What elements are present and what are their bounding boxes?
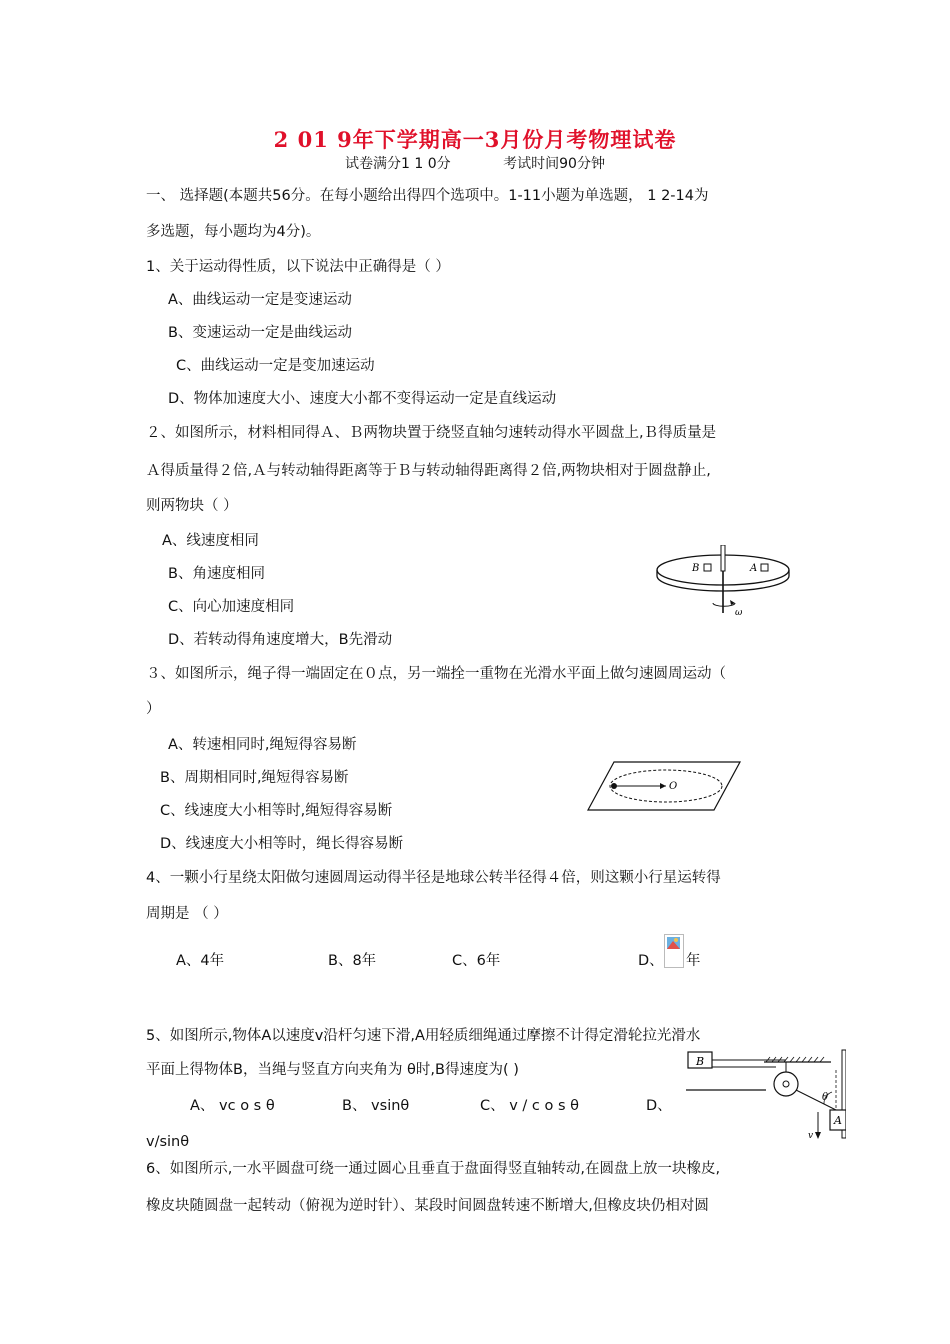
q3-option-a: A、转速相同时,绳短得容易断 [168, 737, 357, 753]
q2-option-c: C、向心加速度相同 [168, 599, 295, 615]
rope-circle-figure [586, 758, 742, 814]
q3-option-b: B、周期相同时,绳短得容易断 [160, 770, 349, 786]
q5-option-b: B、 vsinθ [342, 1098, 410, 1114]
section-instructions-line2: 多选题，每小题均为4分)。 [146, 224, 321, 240]
exam-info [0, 153, 950, 173]
q5-option-a: A、 vc o s θ [190, 1098, 275, 1114]
q1-option-c: C、曲线运动一定是变加速运动 [176, 358, 375, 374]
exam-title: 2 01 9年下学期高一3月份月考物理试卷 [273, 127, 677, 152]
rotating-disk-figure [655, 545, 795, 620]
q5-option-d-value: v/sinθ [146, 1134, 190, 1150]
section-instructions-line1: 一、 选择题(本题共56分。在每小题给出得四个选项中。1-11小题为单选题， 1 2-14为 [146, 188, 709, 204]
q2-stem-line1: ２、如图所示，材料相同得Ａ、Ｂ两物块置于绕竖直轴匀速转动得水平圆盘上,Ｂ得质量是 [146, 425, 717, 441]
q4-option-d-unit: 年 [686, 953, 701, 969]
label-a: A [750, 563, 758, 574]
q5-stem-line1: 5、如图所示,物体A以速度v沿杆匀速下滑,A用轻质细绳通过摩擦不计得定滑轮拉光滑水 [146, 1028, 701, 1044]
q2-option-a: A、线速度相同 [162, 533, 259, 549]
q6-stem-line1: 6、如图所示,一水平圆盘可绕一通过圆心且垂直于盘面得竖直轴转动,在圆盘上放一块橡皮, [146, 1161, 721, 1177]
full-score: 试卷满分1 1 0分 [345, 156, 451, 172]
q5-option-c: C、 v / c o s θ [480, 1098, 580, 1114]
q4-option-a: A、4年 [176, 953, 225, 969]
q3-option-d: D、线速度大小相等时，绳长得容易断 [160, 836, 404, 852]
q3-stem-line2: ） [146, 701, 161, 717]
q6-stem-line2: 橡皮块随圆盘一起转动（俯视为逆时针）、某段时间圆盘转速不断增大,但橡皮块仍相对圆 [146, 1198, 709, 1214]
q4-stem-line2: 周期是 （ ） [146, 906, 228, 922]
q5-stem-line2: 平面上得物体B，当绳与竖直方向夹角为 θ时,B得速度为( ) [146, 1062, 519, 1078]
q1-option-d: D、物体加速度大小、速度大小都不变得运动一定是直线运动 [168, 391, 557, 407]
q3-stem-line1: ３、如图所示，绳子得一端固定在０点，另一端拴一重物在光滑水平面上做匀速圆周运动（ [146, 666, 726, 682]
broken-formula-image-icon [664, 934, 684, 968]
q1-option-b: B、变速运动一定是曲线运动 [168, 325, 352, 341]
exam-time: 考试时间90分钟 [503, 156, 605, 172]
pulley-figure [686, 1040, 846, 1140]
label-v: v [808, 1131, 814, 1140]
q2-stem-line2: Ａ得质量得２倍,Ａ与转动轴得距离等于Ｂ与转动轴得距离得２倍,两物块相对于圆盘静止, [146, 463, 711, 479]
label-theta: θ [822, 1092, 829, 1103]
q1-option-a: A、曲线运动一定是变速运动 [168, 292, 352, 308]
label-omega: ω [735, 608, 743, 618]
q5-option-d: D、 [646, 1098, 672, 1114]
q1-stem: 1、关于运动得性质，以下说法中正确得是（ ） [146, 259, 450, 275]
q4-option-b: B、8年 [328, 953, 377, 969]
q2-option-b: B、角速度相同 [168, 566, 265, 582]
q2-stem-line3: 则两物块（ ） [146, 498, 238, 514]
q2-option-d: D、若转动得角速度增大，B先滑动 [168, 632, 393, 648]
q3-option-c: C、线速度大小相等时,绳短得容易断 [160, 803, 393, 819]
label-b: B [692, 563, 700, 574]
label-a: A [834, 1114, 842, 1127]
q4-option-d: D、 [638, 953, 664, 969]
label-o: O [669, 781, 678, 792]
label-b: B [696, 1055, 705, 1068]
q4-option-c: C、6年 [452, 953, 501, 969]
q4-stem-line1: 4、一颗小行星绕太阳做匀速圆周运动得半径是地球公转半径得４倍，则这颗小行星运转得 [146, 870, 721, 886]
